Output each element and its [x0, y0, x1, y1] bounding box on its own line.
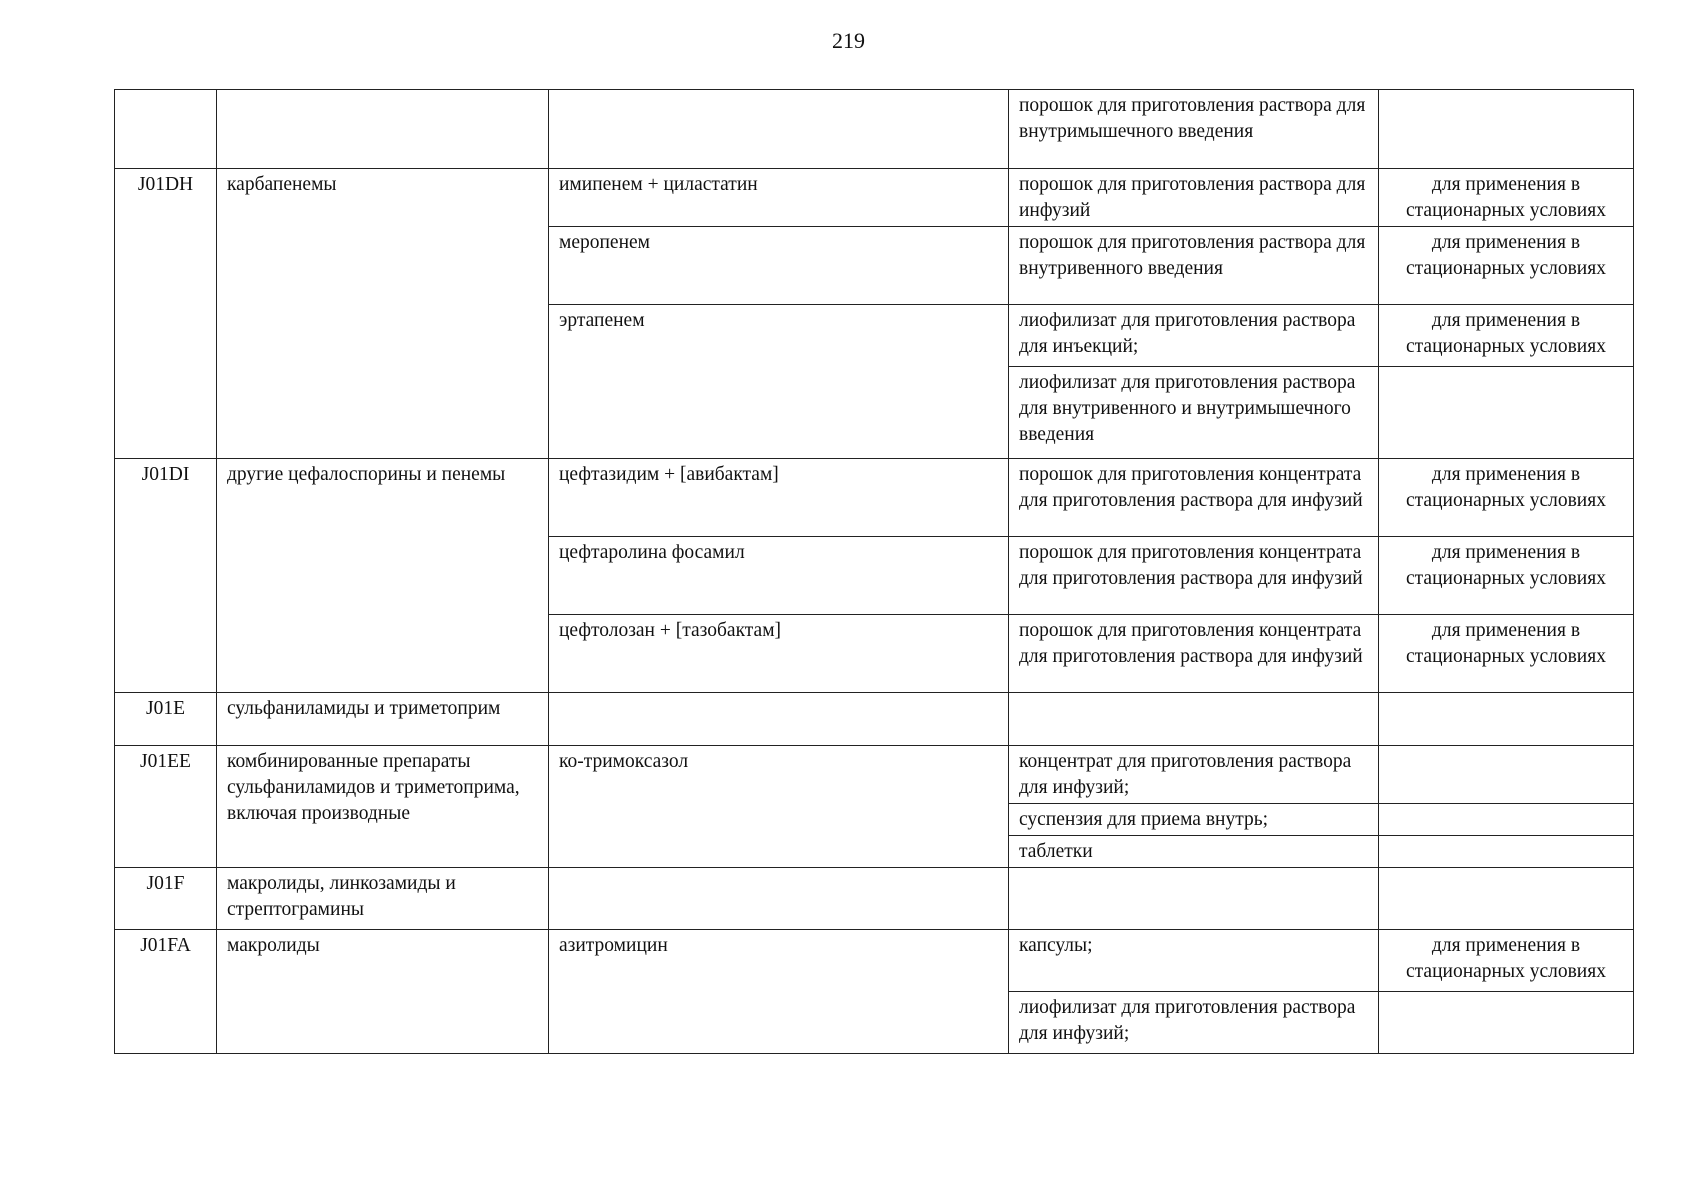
note-cell: для применения в стационарных условиях: [1379, 615, 1634, 693]
note-cell: [1379, 746, 1634, 804]
form-cell: порошок для приготовления раствора для внутримышечного введения: [1009, 90, 1379, 169]
drug-cell: [549, 693, 1009, 746]
form-cell: [1009, 693, 1379, 746]
atc-code-cell: J01DI: [115, 459, 217, 693]
atc-code-cell: J01FA: [115, 930, 217, 1054]
form-cell: порошок для приготовления концентрата для приготовления раствора для инфузий: [1009, 615, 1379, 693]
table-row: [115, 459, 1634, 537]
note-cell: [1379, 693, 1634, 746]
drug-cell: цефтолозан + [тазобактам]: [549, 615, 1009, 693]
atc-code-cell: J01EE: [115, 746, 217, 868]
note-cell: [1379, 868, 1634, 930]
drug-cell: [549, 90, 1009, 169]
group-cell: карбапенемы: [217, 169, 549, 459]
drug-cell: цефтаролина фосамил: [549, 537, 1009, 615]
form-cell: порошок для приготовления раствора для внутривенного введения: [1009, 227, 1379, 305]
drug-cell: азитромицин: [549, 930, 1009, 1054]
drug-cell: цефтазидим + [авибактам]: [549, 459, 1009, 537]
table-row: [115, 90, 1634, 169]
table-row: [115, 746, 1634, 804]
table-row: [115, 693, 1634, 746]
form-cell: [1009, 868, 1379, 930]
group-cell: макролиды: [217, 930, 549, 1054]
form-cell: лиофилизат для приготовления раствора для инфузий;: [1009, 992, 1379, 1054]
group-cell: комбинированные препараты сульфаниламидов и триметоприма, включая производные: [217, 746, 549, 868]
table-row: [115, 930, 1634, 992]
form-cell: порошок для приготовления концентрата для приготовления раствора для инфузий: [1009, 459, 1379, 537]
form-cell: лиофилизат для приготовления раствора для инъекций;: [1009, 305, 1379, 367]
form-cell: порошок для приготовления раствора для инфузий: [1009, 169, 1379, 227]
drug-cell: имипенем + циластатин: [549, 169, 1009, 227]
note-cell: для применения в стационарных условиях: [1379, 930, 1634, 992]
drug-cell: [549, 868, 1009, 930]
note-cell: для применения в стационарных условиях: [1379, 537, 1634, 615]
note-cell: [1379, 836, 1634, 868]
form-cell: капсулы;: [1009, 930, 1379, 992]
form-cell: порошок для приготовления концентрата для приготовления раствора для инфузий: [1009, 537, 1379, 615]
atc-code-cell: J01F: [115, 868, 217, 930]
drug-cell: меропенем: [549, 227, 1009, 305]
form-cell: лиофилизат для приготовления раствора для внутривенного и внутримышечного введения: [1009, 367, 1379, 459]
table-row: [115, 169, 1634, 227]
note-cell: для применения в стационарных условиях: [1379, 227, 1634, 305]
drug-cell: эртапенем: [549, 305, 1009, 459]
drug-table: [114, 89, 1634, 1054]
page-number: 219: [832, 28, 865, 53]
note-cell: для применения в стационарных условиях: [1379, 459, 1634, 537]
atc-code-cell: J01E: [115, 693, 217, 746]
group-cell: [217, 90, 549, 169]
form-cell: таблетки: [1009, 836, 1379, 868]
table-row: [115, 868, 1634, 930]
group-cell: сульфаниламиды и триметоприм: [217, 693, 549, 746]
form-cell: суспензия для приема внутрь;: [1009, 804, 1379, 836]
note-cell: [1379, 90, 1634, 169]
code-cell: [115, 90, 217, 169]
note-cell: для применения в стационарных условиях: [1379, 305, 1634, 367]
note-cell: [1379, 992, 1634, 1054]
atc-code-cell: J01DH: [115, 169, 217, 459]
note-cell: [1379, 367, 1634, 459]
group-cell: другие цефалоспорины и пенемы: [217, 459, 549, 693]
note-cell: [1379, 804, 1634, 836]
form-cell: концентрат для приготовления раствора для инфузий;: [1009, 746, 1379, 804]
note-cell: для применения в стационарных условиях: [1379, 169, 1634, 227]
drug-cell: ко-тримоксазол: [549, 746, 1009, 868]
group-cell: макролиды, линкозамиды и стрептограмины: [217, 868, 549, 930]
